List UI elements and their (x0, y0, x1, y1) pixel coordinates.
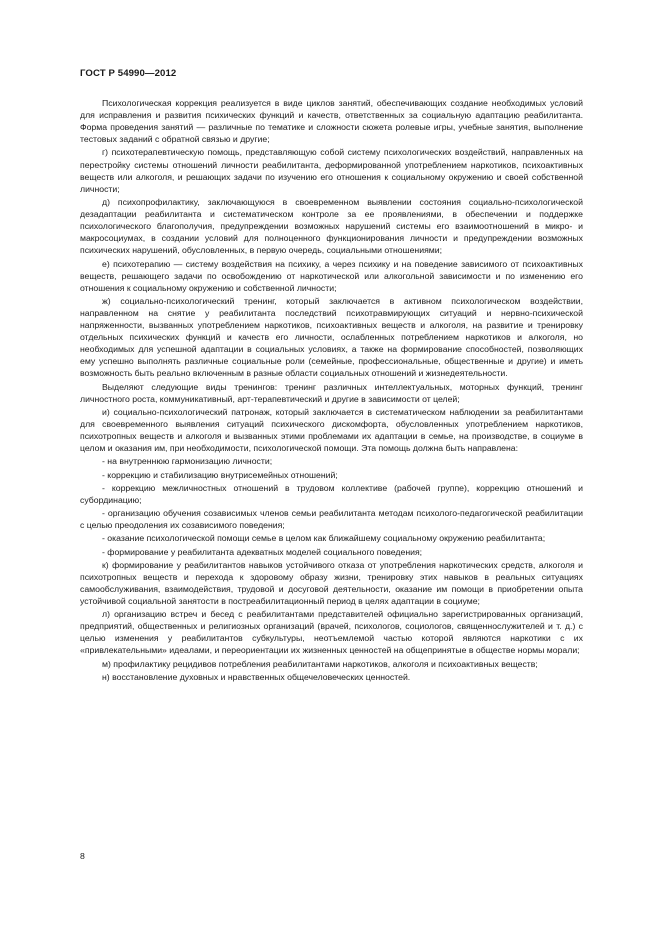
paragraph: г) психотерапевтическую помощь, представляющую собой систему психологических воздействий, направленных на перестройку системы отношений личности реабилитанта, деформированной употреблением наркотиков, психоактивных веществ или алкоголя, и решающих задачи по изучению его отношения к социальному окружению и своей собственной личности; (80, 147, 583, 194)
list-item: - организацию обучения созависимых членов семьи реабилитанта методам психолого-педагогической реабилитации с целью преодоления их созависимого поведения; (80, 508, 583, 531)
paragraph: Выделяют следующие виды тренингов: тренинг различных интеллектуальных, моторных функций, тренинг личностного роста, коммуникативный, арт-терапевтический и другие в зависимости от целей; (80, 381, 583, 404)
paragraph: Психологическая коррекция реализуется в виде циклов занятий, обеспечивающих создание необходимых условий для исправления и развития психических функций и качеств, ответственных за социальную адаптацию реабилитанта. Форма проведения занятий — различные по тематике и сложности сюжета ролевые игры, учебные занятия, выполнение тестовых заданий с обратной связью и другие; (80, 98, 583, 145)
page-number: 8 (80, 851, 85, 861)
list-item: - на внутреннюю гармонизацию личности; (102, 456, 273, 467)
paragraph: ж) социально-психологический тренинг, который заключается в активном психологическом воздействии, направленном на снятие у реабилитанта последствий психотравмирующих ситуаций и нервно-психической напряженности, вызванных употреблением наркотиков, психоактивных веществ и алкоголя, на развитие и тренировку отдельных психических функций и качеств его личности, ослабленных потреблением наркотиков и алкоголя, но необходимых для успешной адаптации в социальных условиях, а также на формирование способностей, позволяющих ему успешно выполнять различные социальные роли (семейные, профессиональные, общественные и другие) и иметь возможность быть реально включенным в разные области социальных отношений и жизнедеятельности. (80, 295, 583, 379)
paragraph: д) психопрофилактику, заключающуюся в своевременном выявлении состояния социально-психологической дезадаптации реабилитанта и систематическом контроле за ее проявлениями, в обеспечении и поддержке психологического благополучия, предупреждении возможных нарушений системы его взаимоотношений в микро- и макросоциумах, в создании условий для полноценного функционирования личности и предупреждении возможных психических нарушений, обусловленных, в первую очередь, социальными отношениями; (80, 196, 583, 256)
document-header: ГОСТ Р 54990—2012 (80, 68, 177, 79)
paragraph: к) формирование у реабилитантов навыков устойчивого отказа от употребления наркотических средств, алкоголя и психотропных веществ и перехода к здоровому образу жизни, тренировку этих навыков в реальных ситуациях самообслуживания, взаимодействия, трудовой и досуговой деятельности, оказание им помощи в приобретении опыта устойчивой социальной занятости в постреабилитационный период в целях адаптации в социуме; (80, 559, 583, 606)
paragraph: е) психотерапию — систему воздействия на психику, а через психику и на поведение зависимого от психоактивных веществ, решающего задачи по освобождению от наркотической или алкогольной зависимости и по изменению его отношения к социальному окружению и собственной личности; (80, 258, 583, 293)
list-item: - формирование у реабилитанта адекватных моделей социального поведения; (102, 546, 423, 557)
list-item: - коррекцию межличностных отношений в трудовом коллективе (рабочей группе), коррекцию отношений и субординацию; (80, 482, 583, 505)
list-item: - коррекцию и стабилизацию внутрисемейных отношений; (102, 469, 338, 480)
list-item: - оказание психологической помощи семье в целом как ближайшему социальному окружению реабилитанта; (102, 533, 546, 544)
paragraph: м) профилактику рецидивов потребления реабилитантами наркотиков, алкоголя и психоактивных веществ; (102, 658, 538, 669)
document-body (80, 97, 583, 684)
paragraph: и) социально-психологический патронаж, который заключается в систематическом наблюдении за реабилитантами для своевременного выявления ситуаций психического дискомфорта, обусловленных употреблением наркотиков, психотропных веществ и алкоголя и вызванных этими проблемами их адаптации в семье, на производстве, в социуме в целом и оказания им, при необходимости, психологической помощи. Эта помощь должна быть направлена: (80, 406, 583, 454)
paragraph: л) организацию встреч и бесед с реабилитантами представителей официально зарегистрированных организаций, предприятий, общественных и религиозных организаций (врачей, психологов, социологов, священнослужителей и т. д.) с целью изменения у реабилитантов субкультуры, неотъемлемой частью которой являются наркотики с их «привлекательными» идеалами, и переориентации их жизненных ценностей на общепринятые в обществе нормы морали; (80, 609, 583, 656)
paragraph: н) восстановление духовных и нравственных общечеловеческих ценностей. (102, 671, 411, 682)
